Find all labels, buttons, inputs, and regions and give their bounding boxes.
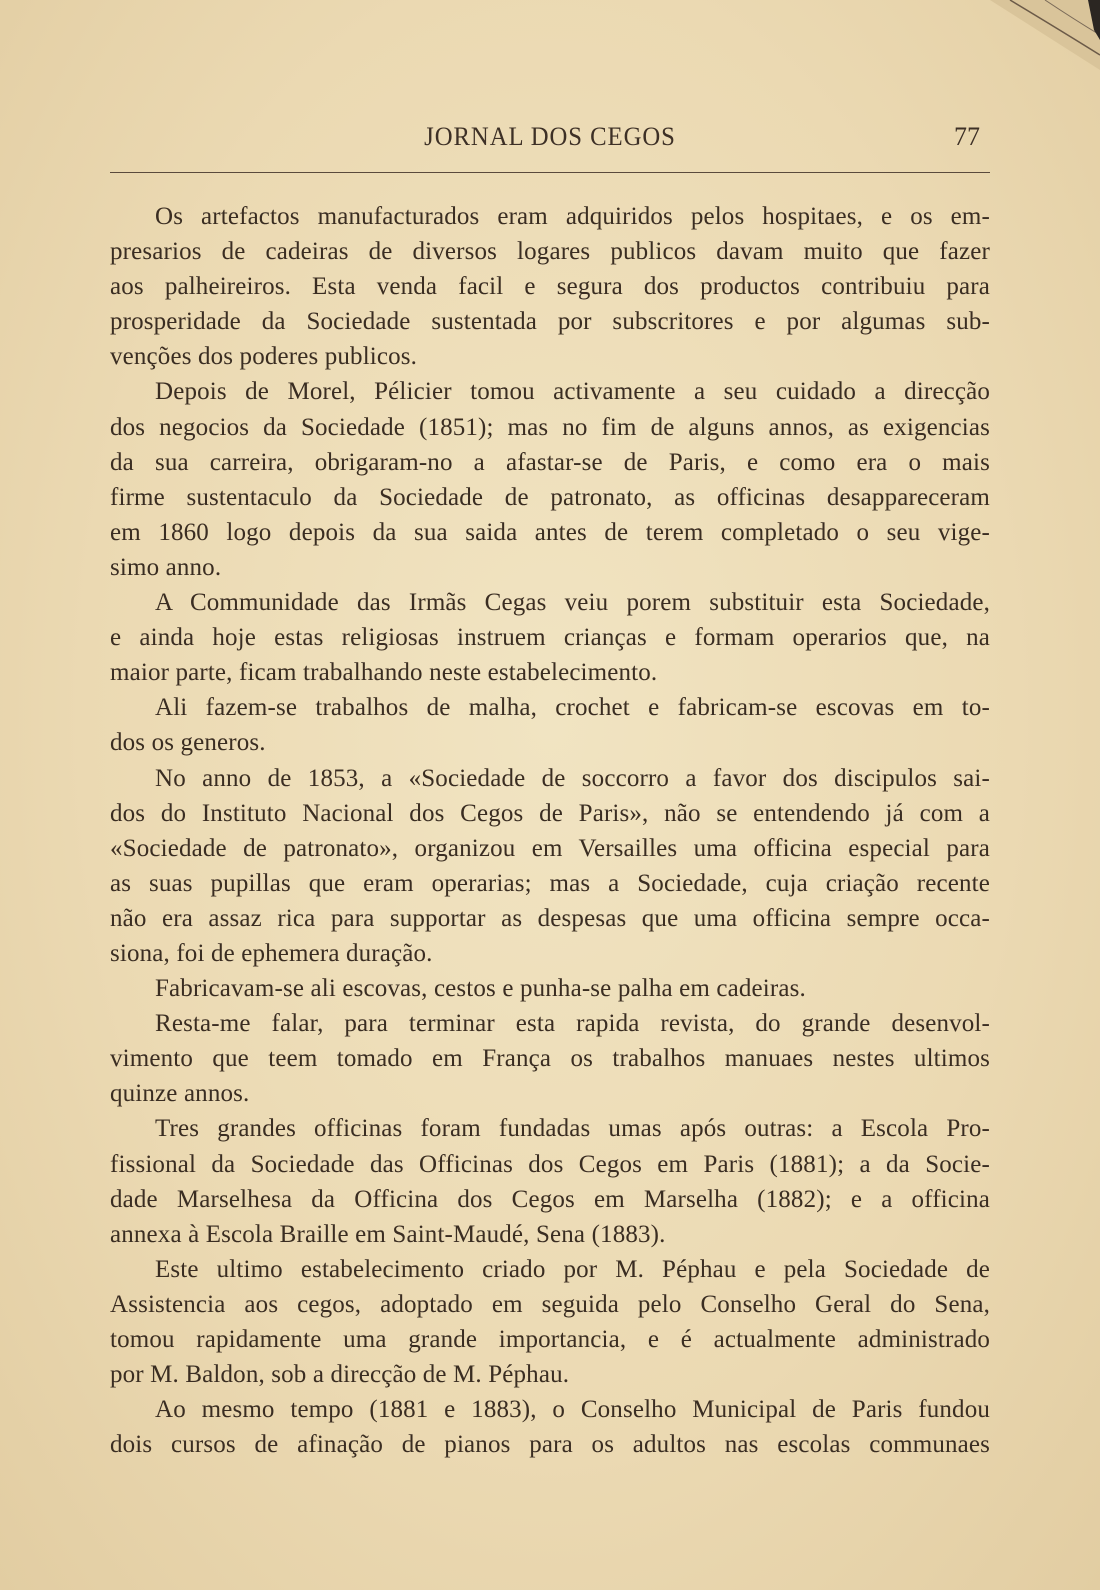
running-header [110, 122, 990, 162]
text-line: fissional da Sociedade das Officinas dos Cegos em Paris (1881); a da Socie- [110, 1150, 990, 1178]
folded-page-corner [990, 0, 1100, 70]
text-line: Depois de Morel, Pélicier tomou activamente a seu cuidado a direcção [155, 378, 990, 406]
page-number: 77 [954, 122, 980, 151]
text-line: Este ultimo estabelecimento criado por M. Péphau e pela Sociedade de [155, 1255, 990, 1283]
text-line: vimento que teem tomado em França os trabalhos manuaes nestes ultimos [110, 1045, 990, 1073]
text-line: em 1860 logo depois da sua saida antes de terem completado o seu vige- [110, 518, 990, 546]
text-line: quinze annos. [110, 1080, 250, 1108]
text-line: Os artefactos manufacturados eram adquiridos pelos hospitaes, e os em- [155, 203, 990, 230]
text-line: Tres grandes officinas foram fundadas umas após outras: a Escola Pro- [155, 1115, 990, 1143]
text-line: «Sociedade de patronato», organizou em Versailles uma officina especial para [110, 834, 990, 862]
text-line: prosperidade da Sociedade sustentada por subscritores e por algumas sub- [110, 308, 990, 336]
text-line: annexa à Escola Braille em Saint-Maudé, Sena (1883). [110, 1220, 666, 1248]
text-line: siona, foi de ephemera duração. [110, 939, 433, 967]
text-line: e ainda hoje estas religiosas instruem crianças e formam operarios que, na [110, 624, 990, 652]
header-rule [110, 172, 990, 173]
text-line: Resta-me falar, para terminar esta rapida revista, do grande desenvol- [155, 1010, 990, 1038]
text-line: dois cursos de afinação de pianos para os adultos nas escolas communaes [110, 1431, 990, 1459]
text-line: aos palheireiros. Esta venda facil e segura dos productos contribuiu para [110, 273, 990, 301]
text-line: A Communidade das Irmãs Cegas veiu porem substituir esta Sociedade, [155, 589, 990, 617]
text-line: tomou rapidamente uma grande importancia, e é actualmente administrado [110, 1326, 990, 1353]
text-line: dos os generos. [110, 729, 266, 757]
text-line: venções dos poderes publicos. [110, 343, 418, 371]
text-line: Ali fazem-se trabalhos de malha, crochet e fabricam-se escovas em to- [155, 694, 990, 722]
text-line: dos do Instituto Nacional dos Cegos de Paris», não se entendendo já com a [110, 799, 990, 827]
text-line: dade Marselhesa da Officina dos Cegos em Marselha (1882); e a officina [110, 1185, 990, 1213]
text-line: dos negocios da Sociedade (1851); mas no fim de alguns annos, as exigencias [110, 413, 990, 441]
text-line: por M. Baldon, sob a direcção de M. Péphau. [110, 1361, 570, 1389]
text-line: presarios de cadeiras de diversos logares publicos davam muito que fazer [110, 238, 990, 266]
text-line: não era assaz rica para supportar as despesas que uma officina sempre occa- [110, 904, 990, 932]
text-line: da sua carreira, obrigaram-no a afastar-se de Paris, e como era o mais [110, 448, 990, 476]
text-line: maior parte, ficam trabalhando neste estabelecimento. [110, 659, 658, 687]
journal-title: JORNAL DOS CEGOS [424, 122, 676, 151]
article-body [110, 199, 990, 1462]
text-line: as suas pupillas que eram operarias; mas a Sociedade, cuja criação recente [110, 869, 990, 897]
text-line: Assistencia aos cegos, adoptado em seguida pelo Conselho Geral do Sena, [110, 1290, 990, 1318]
text-line: No anno de 1853, a «Sociedade de soccorro a favor dos discipulos sai- [155, 764, 990, 792]
text-line: Fabricavam-se ali escovas, cestos e punha-se palha em cadeiras. [155, 975, 806, 1003]
text-line: Ao mesmo tempo (1881 e 1883), o Conselho Municipal de Paris fundou [155, 1396, 990, 1424]
text-line: firme sustentaculo da Sociedade de patronato, as officinas desappareceram [110, 483, 990, 511]
text-line: simo anno. [110, 553, 222, 581]
